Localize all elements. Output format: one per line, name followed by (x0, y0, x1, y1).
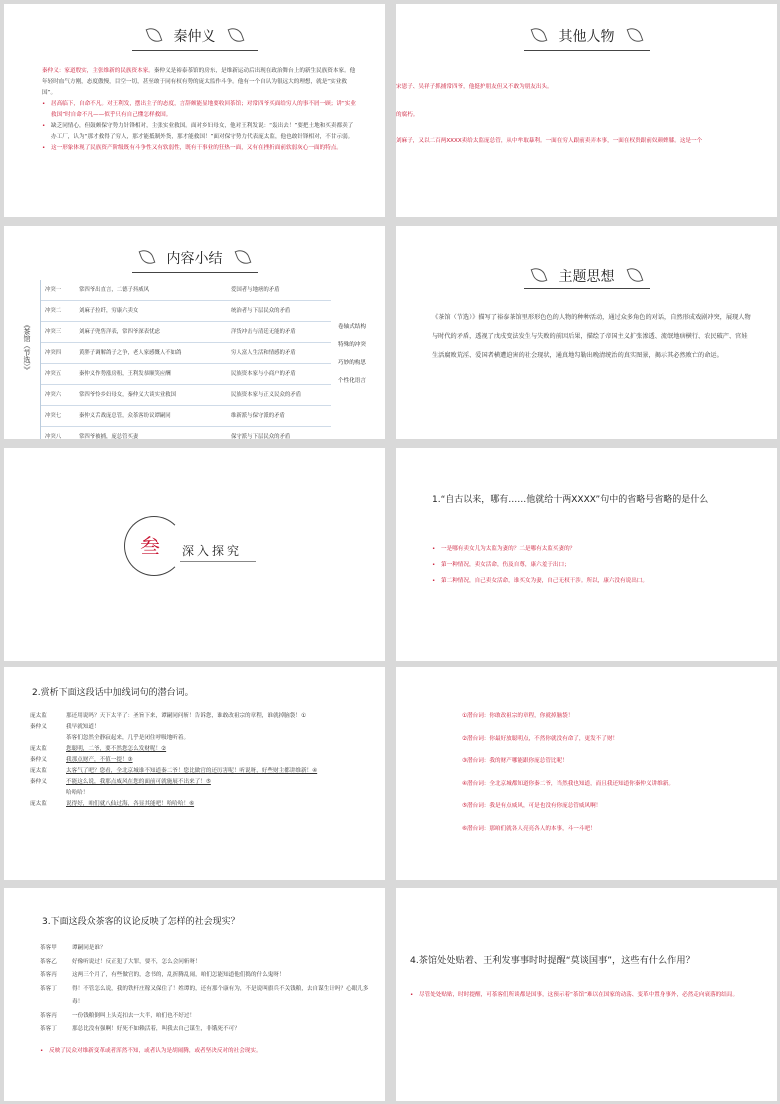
dialogue-line (40, 1023, 370, 1037)
table-cell: 刘麻子拉纤，穷康六卖女 (79, 308, 139, 314)
dialogue-text: 得！不管怎么说，我的铁杆庄稼又保住了！姓谭的，还有那个康有为，不是说叫旗兵不关钱粮，去自谋生计吗？心眼儿多毒！ (72, 985, 369, 1005)
feature-notes (338, 318, 366, 390)
bullet-item: • 缺乏同情心，但鼓颇保守势力针锋相对，主张实业救国。面对乡妇母女，他对王利发说：“轰出去！”要把土地和买卖都卖了办工厂，认为“那才救得了穷人，那才能抵制外货，那才能救国！”面对保守势力代表庞太监，他也敢针锋相对，不甘示弱。 (42, 121, 358, 143)
title-underline (524, 288, 650, 289)
table-cell: 冲突八 (45, 434, 62, 439)
leaf-icon (227, 25, 244, 44)
intro-paragraph (42, 66, 358, 99)
dialogue-text: 不能这么说，我那点威风在您的面前可就施展不出来了！⑤ (66, 779, 211, 785)
character-line: 刘麻子，又以二百两XXXX卖给太监庞总管，从中牟取暴利。一面在穷人跟前卖弄本事，一面在权贵跟前奴颜婢膝。这是一个 (396, 138, 703, 144)
table-cell: 维新派与保守派的矛盾 (231, 413, 285, 419)
slide-question-2 (4, 667, 385, 880)
subtext-item: ⑥潜台词：那咱们就各人亮亮各人的本事，斗一斗吧！ (462, 825, 596, 832)
speaker: 茶客丁 (40, 1026, 57, 1032)
section-underline (180, 561, 256, 562)
slide-question-4 (396, 888, 777, 1101)
table-cell: 冲突五 (45, 371, 62, 377)
table-cell: 常四爷出直言，二德子抖威风 (79, 287, 150, 293)
speaker: 庞太监 (30, 801, 47, 807)
slide-title-row (4, 248, 385, 268)
subtext-item: ⑤潜台词：我是有点威风，可是也没有你庞总管威风啊！ (462, 803, 602, 809)
theme-paragraph: 《茶馆（节选）》描写了裕泰茶馆里形形色色的人物的种种活动，通过众多角色的对话，自然形成戏剧冲突，展现人物与时代的矛盾，透视了戊戌变法发生与失败的前因后果，描绘了帝国主义扩张渗透、流氓地痞横行、农民破产、官娃生活腐败荒淫、爱国者横遭迫害的社会现状，通真地勾勒出晚清统治的真实图景，揭示其必然败亡的命运。 (432, 314, 751, 359)
slide-subtext-answers (396, 667, 777, 880)
dialogue-line (40, 983, 370, 1010)
subtext-item: ③潜台词：我的财产哪能跟你庞总管比呢！ (462, 758, 568, 764)
dialogue-line (30, 733, 380, 744)
dialogue-text: 您聪明，二爷，要不然您怎么发财呢！② (66, 746, 167, 752)
feature-note: 巧妙的构思 (338, 360, 366, 366)
speaker: 茶客甲 (40, 945, 57, 951)
speaker: 茶客乙 (40, 958, 57, 965)
table-cell: 黄胖子调解鸽子之争，老人家感慨人不如鸽 (79, 350, 182, 356)
title-underline (132, 50, 258, 51)
slide-title: 主题思想 (558, 269, 615, 285)
dialogue-line (30, 788, 380, 799)
speaker: 庞太监 (30, 768, 47, 774)
table-cell: 常四爷被捕，庞总管买妻 (79, 434, 139, 439)
dialogue-line (40, 969, 370, 983)
table-cell: 常四爷怜乡妇母女，秦仲义大谈实业救国 (79, 392, 177, 398)
dialogue-line (30, 755, 380, 766)
table-row (41, 385, 331, 406)
title-underline (132, 272, 258, 273)
slide-title-row (396, 266, 777, 286)
leaf-icon (138, 247, 155, 266)
answer-list (432, 544, 762, 587)
speaker: 秦仲义 (30, 779, 47, 785)
slide-title-row (396, 26, 777, 46)
speaker: 茶客丁 (40, 985, 57, 992)
leaf-icon (145, 25, 162, 44)
answer-item: • 一是哪有卖女儿为太监为妻的？二是哪有太监买妻的？ (432, 544, 762, 555)
speaker: 茶客丙 (40, 1012, 57, 1019)
dialogue-line (40, 942, 370, 956)
dialogue-line (30, 777, 380, 788)
dialogue-line (30, 799, 380, 810)
title-underline (524, 50, 650, 51)
dialogue-text: 好像听说过！反正犯了大罪，要不，怎么会问斩呀！ (72, 958, 201, 965)
table-cell: 秦仲义作势涨房租，王利发恭顺笑应酬 (79, 371, 171, 377)
question-text: 2.赏析下面这段话中加线词句的潜台词。 (32, 688, 194, 698)
dialogue-line (30, 722, 380, 733)
leaf-icon (626, 265, 643, 284)
table-cell: 洋货冲击与清廷无能的矛盾 (231, 329, 296, 335)
dialogue-line (40, 956, 370, 970)
slide-title: 秦仲义 (173, 29, 216, 45)
section-label: 深入探究 (182, 544, 243, 558)
question-text: 1.“自古以来，哪有……他就给十两XXXX”句中的省略号省略的是什么 (432, 495, 709, 505)
question-text: 4.茶馆处处贴着、王利发事事时时提醒“莫谈国事”，这些有什么作用？ (410, 955, 695, 966)
speaker: 庞太监 (30, 746, 47, 752)
answer-item: • 第一种情况，卖女活命，伤及自尊，康六羞于出口； (432, 560, 762, 571)
subtext-item: ①潜台词：你敢改祖宗的章程，你就掉脑袋！ (462, 713, 574, 719)
dialogue-line (30, 711, 380, 722)
dialogue-line (30, 766, 380, 777)
speaker: 庞太监 (30, 713, 47, 719)
conflict-table (40, 280, 331, 439)
dialogue-line (40, 1010, 370, 1024)
table-cell: 民族资本家与小商户的矛盾 (231, 371, 296, 377)
table-row (41, 427, 331, 439)
dialogue-text: 这两三个月了，有些做官的，念书的，乱折腾乱闹，咱们怎能知道他们捣的什么鬼呀！ (72, 972, 285, 978)
dialogue-text: 说得好，咱们就八仙过海，各显其能吧！哈哈哈！⑥ (66, 801, 195, 807)
slide-summary (4, 226, 385, 439)
table-cell: 穷人富人生活和情感的矛盾 (231, 350, 296, 356)
table-cell: 刘麻子兜售洋表，常四爷深表忧虑 (79, 329, 160, 335)
table-cell: 民族资本家与正义民众的矛盾 (231, 392, 302, 398)
subtext-item: ④潜台词：全北京城都知道你秦二爷，当然我也知道，而且我还知道你秦仲义讲维新。 (462, 780, 674, 787)
dialogue-text: 茶客们忽然全静寂起来，几乎是闭住呼吸地听着。 (66, 735, 190, 741)
slide-title: 内容小结 (166, 251, 223, 267)
dialogue-text: 哈哈哈！ (66, 790, 89, 796)
subtext-list (462, 705, 762, 840)
answer-item: • 第二种情况，自己卖女活命，谁买女为妻，自己无权干涉。所以，康六没有说出口。 (432, 576, 762, 587)
table-cell: 冲突四 (45, 350, 62, 356)
slide-question-3 (4, 888, 385, 1101)
table-cell: 冲突七 (45, 413, 62, 419)
speaker: 秦仲义 (30, 724, 47, 730)
leaf-icon (530, 265, 547, 284)
speaker: 秦仲义 (30, 757, 47, 763)
dialogue-text: 我早就知道！ (66, 724, 100, 730)
dialogue-text: 谭嗣同是谁？ (72, 945, 106, 951)
bullet-item: • 居高临下，自命不凡。对王利发，摆出主子的态度，言辞颇能显地要收回茶馆；对常四爷买面给穷人的事不屑一顾；讲“实业救国”时自命不凡——似乎只有自己懂怎样救国。 (42, 99, 358, 121)
table-cell: 冲突三 (45, 329, 62, 335)
feature-note: 个性化语言 (338, 378, 366, 384)
section-number: 叁 (140, 534, 160, 558)
intro-rest: 秦仲义是裕泰茶馆的房东，是维新运动后出现在政治舞台上的新生民族资本家。他年轻时血气方刚，态度傲慢，目空一切，甚至敢于同有权有势的庞太监作斗争。他有一个自认为很远大的理想，就是“实业救国”。 (42, 68, 356, 96)
table-row (41, 406, 331, 427)
intro-lead: 秦仲义：家道殷实，主张维新的民族资本家。 (42, 68, 154, 74)
table-cell: 冲突二 (45, 308, 62, 314)
table-cell: 冲突六 (45, 392, 62, 398)
table-row (41, 322, 331, 343)
feature-note: 特殊的冲突 (338, 342, 366, 348)
table-row (41, 343, 331, 364)
leaf-icon (234, 247, 251, 266)
bullet-item: • 这一形象体现了民族资产阶级既有斗争性又有软弱性，既有干事业的狂热一面，又有在挫折面前软弱灰心一面的特点。 (42, 143, 358, 154)
leaf-icon (530, 25, 547, 44)
table-cell: 保守派与下层民众的矛盾 (231, 434, 291, 439)
dialogue-text: 一份钱粮倒叫上头克扣去一大半，咱们也不好过！ (72, 1012, 196, 1019)
slide-question-1 (396, 448, 777, 661)
slide-body (42, 66, 358, 154)
slide-section-divider (4, 448, 385, 661)
slide-theme (396, 226, 777, 439)
leaf-icon (626, 25, 643, 44)
table-cell: 统治者与下层民众的矛盾 (231, 308, 291, 314)
table-cell: 秦仲义舌战庞总管，众茶客纷议谭嗣同 (79, 413, 171, 419)
character-line: 的腐朽。 (396, 112, 419, 118)
slide-title: 其他人物 (558, 29, 615, 45)
answer-text: • 反映了民众对维新变革或者浑然不知，或者认为是胡闹腾，或者坚决反对的社会现实。 (40, 1046, 379, 1057)
table-row (41, 364, 331, 385)
answer-text: • 尽管处处贴贴，时时提醒，可茶客们所谈都是国事，这预示着“茶馆”难以在国家的动荡、变革中置身事外，必然走向衰落的结局。 (410, 990, 769, 1001)
table-row (41, 301, 331, 322)
slide-title-row (4, 26, 385, 46)
table-cell: 冲突一 (45, 287, 62, 293)
slide-other-characters (396, 4, 777, 217)
table-cell: 爱国者与地痞的矛盾 (231, 287, 280, 293)
dialogue-text: 太客气了吧？您看，全北京城谁不知道秦二爷！您比做官的还厉害呢！听说呀，好些财主都讲维新！④ (66, 768, 318, 774)
character-line: 宋恩子、吴祥子抓捕常四爷，他挺护朋友但又不敢为朋友出头。 (396, 84, 553, 90)
dialogue-line (30, 744, 380, 755)
subtext-item: ②潜台词：你最好放聪明点，不然你就没有命了，更发不了财！ (462, 735, 619, 742)
question-text: 3.下面这段众茶客的议论反映了怎样的社会现实？ (42, 917, 240, 927)
dialogue-block (40, 942, 370, 1037)
dialogue-text: 我那点财产，不值一提！③ (66, 757, 133, 763)
dialogue-block (30, 711, 380, 810)
dialogue-text: 那总比没有强啊！好死不如赖活着，叫我去自己谋生，非饿死不可？ (72, 1026, 240, 1032)
feature-note: 卷轴式结构 (338, 324, 366, 330)
table-row (41, 280, 331, 301)
dialogue-text: 那还用说吗？天下太平了：圣旨下来，谭嗣同问斩！告诉您，谁敢改祖宗的章程，谁就掉脑袋！① (66, 713, 306, 719)
work-title-vertical: 《茶馆（节选）》 (23, 321, 31, 374)
slide-qin-zhongyi (4, 4, 385, 217)
speaker: 茶客丙 (40, 972, 57, 978)
